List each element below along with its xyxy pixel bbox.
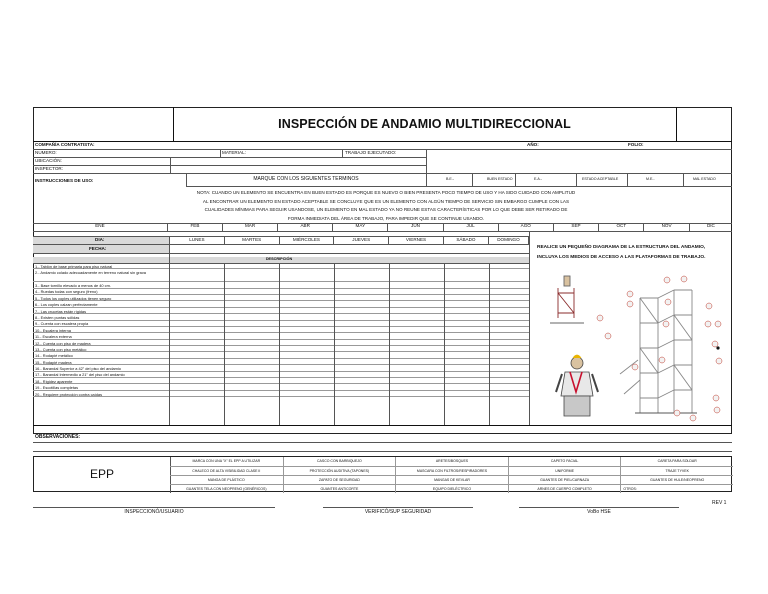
month-abr: ABR (278, 223, 333, 231)
epp-option[interactable]: CASCO CON BARBIQUEJO (283, 457, 396, 466)
checklist-item-label: 17.- Barandal Intermedio a 21" del piso del andamio (35, 372, 125, 378)
instructions-label: INSTRUCCIONES DE USO: (35, 178, 94, 183)
diagram-instruction-2: INCLUYA LOS MEDIOS DE ACCESO A LAS PLATAFORMAS DE TRABAJO. (537, 255, 706, 260)
day-domingo: DOMINGO (488, 236, 529, 244)
checklist-item-label: 4.- Ruedas todas con seguro (freno) (35, 289, 98, 295)
folio-label: FOLIO: (628, 142, 644, 147)
month-jun: JUN (388, 223, 443, 231)
note-line-4: FORMA INMEDIATA DEL ÁREA DE TRABAJO, PARA IMPEDIR QUE SE CONTINUE USANDO. (287, 215, 485, 221)
epp-option[interactable]: GUANTES DE PIEL/CARNAZA (508, 475, 621, 484)
description-header: DESCRIPCIÓN (265, 257, 293, 261)
checklist (33, 263, 529, 425)
epp-option[interactable]: MARCA CON UNA "X" EL EPP A UTILIZAR (192, 459, 261, 463)
epp-option[interactable]: MANGA DE PLÁSTICO (170, 475, 283, 484)
checklist-row (33, 269, 529, 282)
work-label: TRABAJO EJECUTADO: (345, 150, 397, 155)
month-jul: JUL (444, 223, 499, 231)
signature-hse: VoBo HSE (587, 509, 611, 515)
checklist-item-label: 5.- Todos los coples utilizados tienen seguro (35, 295, 112, 301)
checklist-row (33, 391, 529, 397)
signature-safety: VERIFICÓ/SUP SEGURIDAD (364, 509, 432, 515)
epp-option[interactable]: ZAPATO DE SEGURIDAD (283, 475, 396, 484)
legend-text-me: MAL ESTADO (693, 177, 716, 181)
diagram-instruction-1: REALICE UN PEQUEÑO DIAGRAMA DE LA ESTRUCTURA DEL ANDAMIO, (537, 245, 706, 250)
number-label: NUMERO: (35, 150, 57, 155)
epp-option[interactable]: OTROS: (620, 484, 733, 493)
day-sabado: SÁBADO (443, 236, 488, 244)
checklist-item-label: 18.- Rígidez aparente (35, 378, 73, 384)
month-ago: AGO (499, 223, 554, 231)
month-dic: DIC (706, 223, 715, 228)
page-title: INSPECCIÓN DE ANDAMIO MULTIDIRECCIONAL (278, 117, 571, 131)
epp-option[interactable]: UNIFORME (508, 466, 621, 475)
instructions-note (186, 189, 586, 223)
checklist-item-label: 8.- Existen puntas sólidas (35, 314, 80, 320)
checklist-item-label: 15.- Rodapié madera (35, 359, 72, 365)
day-jueves: JUEVES (333, 236, 388, 244)
legend-text-be: BUEN ESTADO (487, 177, 513, 181)
epp-option[interactable]: ARETES/BOSQUES (395, 457, 508, 466)
checklist-item-label: 19.- Escotillas completas (35, 385, 79, 391)
months-row (33, 223, 732, 231)
checklist-item-label: 13.- Cuenta con piso metálico (35, 346, 87, 352)
epp-option[interactable]: MANGAS DE KEVLAR (395, 475, 508, 484)
observations-label: OBSERVACIONES: (35, 434, 81, 440)
checklist-item-label: 9.- Cuenta con escalera propia (35, 321, 89, 327)
checklist-item-label: 10.- Escalera interna (35, 327, 71, 333)
epp-option[interactable]: GUANTES TELA CON NEOPRENO (GENÉRICOS) (170, 484, 283, 493)
location-label: UBICACIÓN: (35, 158, 62, 163)
month-ene: ENE (33, 223, 168, 231)
revision-label: REV 1 (712, 500, 727, 506)
checklist-item-label: 6.- Los coples calzan perfectamente (35, 302, 98, 308)
day-label: DIA: (95, 237, 105, 242)
epp-option[interactable]: CARETA PARA SOLDAR (620, 457, 733, 466)
day-viernes: VIERNES (388, 236, 443, 244)
epp-option[interactable]: PROTECCIÓN AUDITIVA (TAPONES) (283, 466, 396, 475)
month-feb: FEB (168, 223, 223, 231)
note-line-2: AL ENCONTRAR UN ELEMENTO EN ESTADO ACEPTABLE SE CONCLUYE QUE ES UN ELEMENTO CON ALGÚN TIEMPO DE SERVICIO SIN EMBARGO CUMPLE CON LAS (202, 198, 570, 204)
checklist-item-label: 16.- Barandal Superior a 42" del piso del andamio (35, 366, 121, 372)
epp-grid (170, 457, 733, 493)
mark-terms-text: MARQUE CON LOS SIGUIENTES TERMINOS (253, 176, 359, 182)
month-nov: NOV (644, 223, 689, 231)
scaffold-tower-large (620, 290, 697, 413)
date-label: FECHA: (89, 246, 107, 251)
days-row (169, 236, 529, 244)
worker-harness-figure (556, 355, 598, 416)
month-may: MAY (333, 223, 388, 231)
epp-option[interactable]: GUANTES ANTICORTE (283, 484, 396, 493)
day-miercoles: MIÉRCOLES (279, 236, 334, 244)
checklist-item-label: 14.- Rodapié metálico (35, 353, 73, 359)
legend-code-me: M.E.- (646, 177, 655, 181)
company-label: COMPAÑÍA CONTRATISTA: (35, 142, 95, 147)
legend-text-ea: ESTADO ACEPTABLE (582, 177, 619, 181)
epp-option[interactable]: EQUIPO DIELÉCTRICO (395, 484, 508, 493)
month-mar: MAR (223, 223, 278, 231)
checklist-item-label: 12.- Cuenta con piso de madera (35, 340, 91, 346)
legend-code-ea: E.A.- (534, 177, 542, 181)
checklist-item-label: 3.- Base tornillo elevado a menos de 40 cm. (35, 282, 111, 288)
checklist-item-label: 1.- Tablón de base primaria para piso natural (35, 263, 113, 269)
dark-marker (716, 346, 719, 349)
month-oct: OCT (599, 223, 644, 231)
epp-section (33, 456, 732, 492)
epp-option[interactable]: CHALECO DE ALTA VISIBILIDAD CLASE II (170, 466, 283, 475)
epp-option[interactable]: TRAJE TYVEK (620, 466, 733, 475)
scaffold-illustration (540, 268, 730, 424)
day-lunes: LUNES (169, 236, 224, 244)
checklist-item-label: 2.- Andamio colado adecuadamente en terreno natural sin grava (35, 270, 146, 276)
epp-option[interactable]: ARNES DE CUERPO COMPLETO (508, 484, 621, 493)
checklist-item-label: 11.- Escalera externa (35, 334, 72, 340)
signature-inspector: INSPECCIONÓ/USUARIO (124, 509, 184, 515)
inspector-label: INSPECTOR: (35, 166, 63, 171)
scaffold-tower-small (550, 276, 584, 323)
legend-code-be: B.E.- (446, 177, 454, 181)
year-label: AÑO: (527, 142, 539, 147)
note-line-3: CUALIDADES MÍNIMAS PARA SEGUIR USANDOSE, UN ELEMENTO EN MAL ESTADO YA NO REUNE ESTAS CARACTERÍSTICAS POR LO QUE DEBE SER RETIRADO DE (204, 207, 568, 213)
epp-option[interactable]: MASCARA CON FILTROS/RESPIRADORES (395, 466, 508, 475)
epp-label: EPP (89, 467, 114, 481)
epp-option[interactable]: CAPETO FACIAL (508, 457, 621, 466)
note-line-1: NOTA: CUANDO UN ELEMENTO SE ENCUENTRA EN BUEN ESTADO ES PORQUE ES NUEVO O BIEN PRESENTA POCO TIEMPO DE USO Y HA SIDO CUIDADO CON AMPLITUD (196, 190, 576, 195)
month-sep: SEP (554, 223, 599, 231)
day-martes: MARTES (224, 236, 279, 244)
epp-option[interactable]: GUANTES DE HULE/NEOPRENO (620, 475, 733, 484)
checklist-item-label: 7.- Las crucetas están rígidas (35, 308, 87, 314)
material-label: MATERIAL: (222, 150, 246, 155)
checklist-item-label: 20.- Requiere protección contra caídas (35, 391, 103, 397)
